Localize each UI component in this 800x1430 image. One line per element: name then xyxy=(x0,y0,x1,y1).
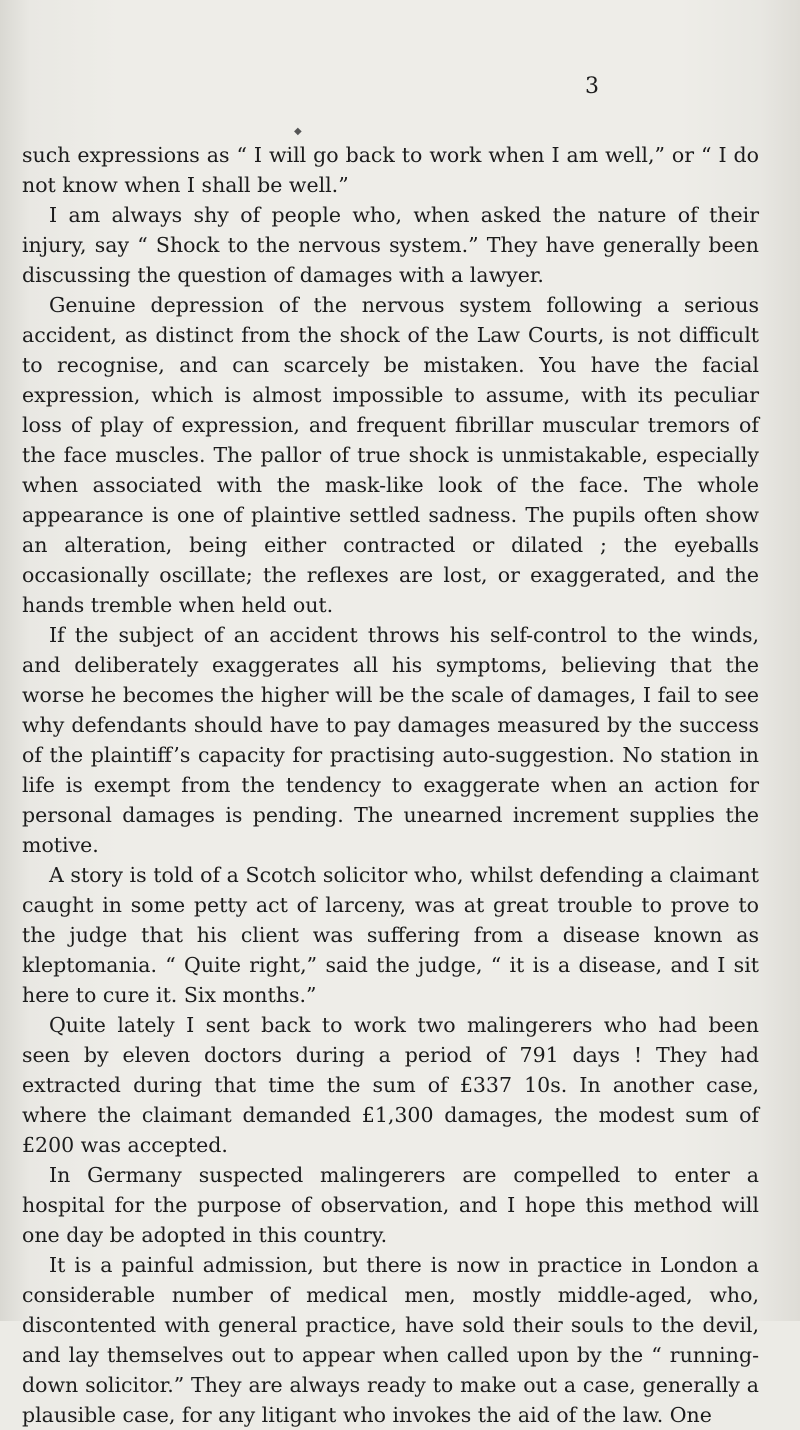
paragraph-6: Quite lately I sent back to work two malingerers who had been seen by eleven doctors during a period of 791 days ! They had extracted during that time the sum of £337 10s. In another case, where the claimant demanded £1,300 damages, the modest sum of £200 was accepted. xyxy=(22,1013,759,1157)
paragraph-2: I am always shy of people who, when asked the nature of their injury, say “ Shock to the nervous system.” They have generally been discussing the question of damages with a lawyer. xyxy=(22,203,759,287)
body-text xyxy=(22,140,759,1430)
paragraph-3: Genuine depression of the nervous system following a serious accident, as distinct from the shock of the Law Courts, is not difficult to recognise, and can scarcely be mistaken. You have the facial expression, which is almost impossible to assume, with its peculiar loss of play of expression, and frequent fibrillar muscular tremors of the face muscles. The pallor of true shock is unmistakable, especially when associated with the mask-like look of the face. The whole appearance is one of plaintive settled sadness. The pupils often show an alteration, being either contracted or dilated ; the eyeballs occasionally oscillate; the reflexes are lost, or exaggerated, and the hands tremble when held out. xyxy=(22,293,759,617)
paragraph-5: A story is told of a Scotch solicitor who, whilst defending a claimant caught in some petty act of larceny, was at great trouble to prove to the judge that his client was suffering from a disease known as kleptomania. “ Quite right,” said the judge, “ it is a disease, and I sit here to cure it. Six months.” xyxy=(22,863,759,1007)
paragraph-7: In Germany suspected malingerers are compelled to enter a hospital for the purpose of observation, and I hope this method will one day be adopted in this country. xyxy=(22,1163,759,1247)
paragraph-4: If the subject of an accident throws his self-control to the winds, and deliberately exaggerates all his symptoms, believing that the worse he becomes the higher will be the scale of damages, I fail to see why defendants should have to pay damages measured by the success of the plaintiff’s capacity for practising auto-suggestion. No station in life is exempt from the tendency to exaggerate when an action for personal damages is pending. The unearned increment supplies the motive. xyxy=(22,623,759,857)
paragraph-1: such expressions as “ I will go back to work when I am well,” or “ I do not know when I shall be well.” xyxy=(22,143,759,197)
page-number: 3 xyxy=(585,74,599,99)
paragraph-8: It is a painful admission, but there is now in practice in London a considerable number of medical men, mostly middle-aged, who, discontented with general practice, have sold their souls to the devil, and lay themselves out to appear when called upon by the “ running-down solicitor.” They are always ready to make out a case, generally a plausible case, for any litigant who invokes the aid of the law. One xyxy=(22,1253,759,1427)
printer-mark: ◆ xyxy=(294,126,302,137)
